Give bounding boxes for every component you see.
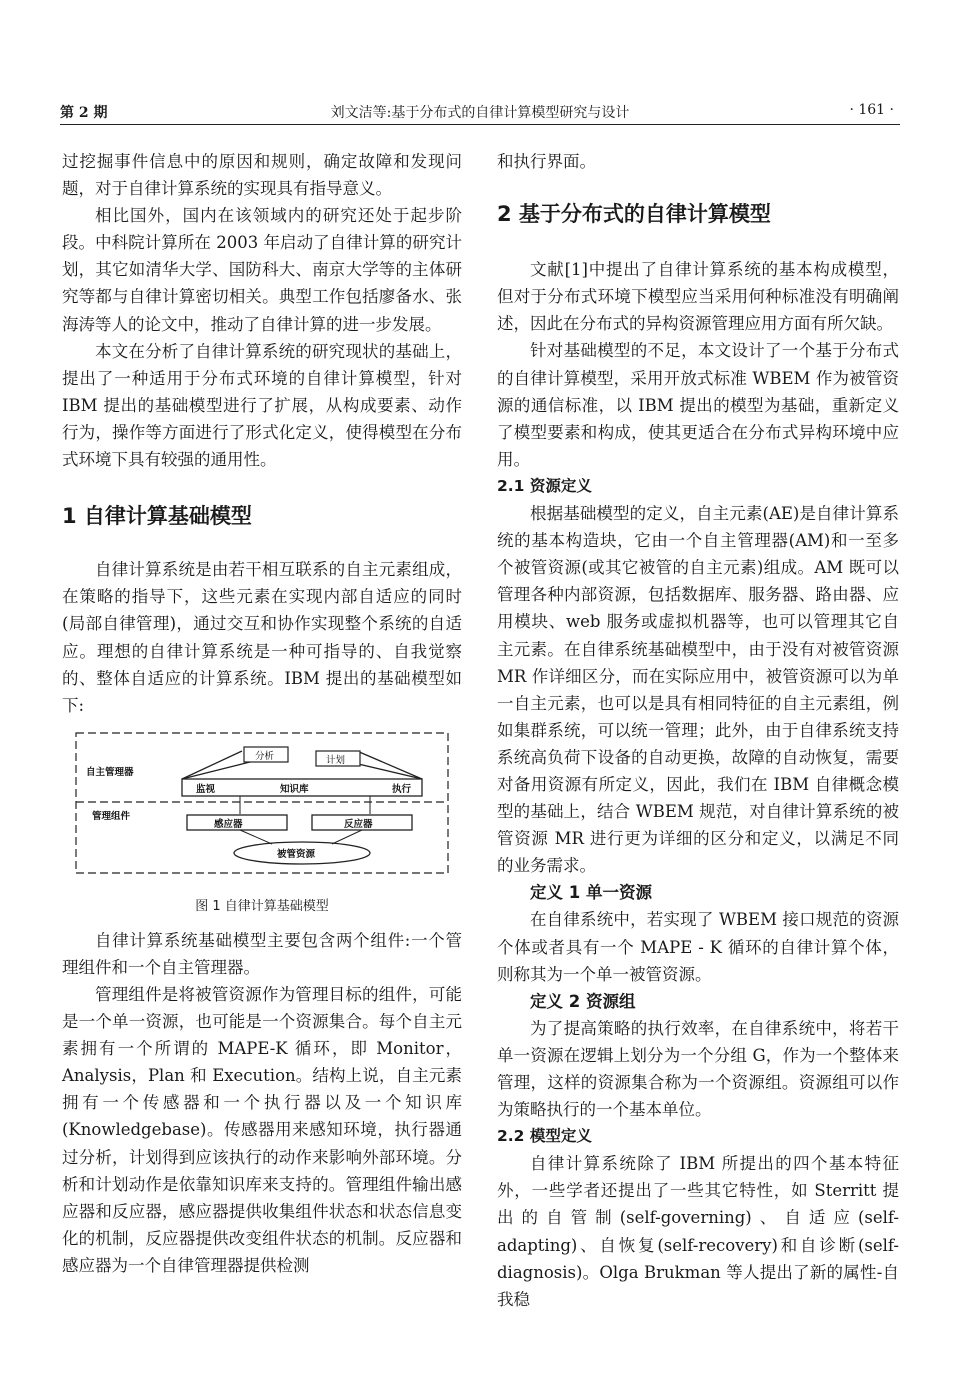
paragraph: 过挖掘事件信息中的原因和规则，确定故障和发现问题，对于自律计算系统的实现具有指导意义。 xyxy=(62,152,462,199)
subsection-heading: 2.1 资源定义 xyxy=(497,476,592,495)
monitor-label: 监视 xyxy=(196,783,216,795)
issue-number: 第 2 期 xyxy=(60,105,108,121)
execute-label: 执行 xyxy=(392,783,412,795)
running-header xyxy=(60,102,900,125)
effector-label: 反应器 xyxy=(344,818,373,830)
paragraph: 相比国外，国内在该领域内的研究还处于起步阶段。中科院计算所在 2003 年启动了自律计算的研究计划，其它如清华大学、国防科大、南京大学等的主体研究等都与自律计算密切相关。典型工作包括廖备水、张海涛等人的论文中，推动了自律计算的进一步发展。 xyxy=(62,206,462,334)
paragraph: 管理组件是将被管资源作为管理目标的组件，可能是一个单一资源，也可能是一个资源集合。每个自主元素拥有一个所谓的 MAPE-K 循环，即 Monitor，Analysis，Plan 和 Execution。结构上说，自主元素拥有一个传感器和一个执行器以及一个知识库(Knowledgebase)。传感器用来感知环境，执行器通过分析，计划得到应该执行的动作来影响外部环境。分析和计划动作是依靠知识库来支持的。管理组件输出感应器和反应器，感应器提供收集组件状态和状态信息变化的机制，反应器提供改变组件状态的机制。反应器和感应器为一个自律管理器提供检测 xyxy=(62,984,462,1275)
paragraph: 文献[1]中提出了自律计算系统的基本构成模型，但对于分布式环境下模型应当采用何种标准没有明确阐述，因此在分布式的异构资源管理应用方面有所欠缺。 xyxy=(497,260,899,334)
managed-component-label: 管理组件 xyxy=(92,810,131,822)
paragraph: 为了提高策略的执行效率，在自律系统中，将若干单一资源在逻辑上划分为一个分组 G，作为一个整体来管理，这样的资源集合称为一个资源组。资源组可以作为策略执行的一个基本单位。 xyxy=(497,1018,899,1120)
paragraph: 自律计算系统基础模型主要包含两个组件:一个管理组件和一个自主管理器。 xyxy=(62,930,462,977)
plan-label: 计划 xyxy=(326,754,346,766)
section-heading: 2 基于分布式的自律计算模型 xyxy=(497,202,771,227)
paragraph: 针对基础模型的不足，本文设计了一个基于分布式的自律计算模型，采用开放式标准 WBEM 作为被管资源的通信标准，以 IBM 提出的模型为基础，重新定义了模型要素和构成，使其更适合在分布式异构环境中应用。 xyxy=(497,341,899,469)
paragraph: 在自律系统中，若实现了 WBEM 接口规范的资源个体或者具有一个 MAPE - K 循环的自律计算个体，则称其为一个单一被管资源。 xyxy=(497,910,899,984)
right-column xyxy=(497,148,899,1313)
definition-heading: 定义 2 资源组 xyxy=(530,991,636,1011)
paragraph: 本文在分析了自律计算系统的研究现状的基础上，提出了一种适用于分布式环境的自律计算模型，针对 IBM 提出的基础模型进行了扩展，从构成要素、动作行为，操作等方面进行了形式化定义，使得模型在分布式环境下具有较强的通用性。 xyxy=(62,341,462,470)
page-number: · 161 · xyxy=(849,102,894,118)
managed-resource-label: 被管资源 xyxy=(277,848,316,860)
paragraph: 和执行界面。 xyxy=(497,152,596,171)
autonomic-manager-label: 自主管理器 xyxy=(86,766,134,778)
analyze-label: 分析 xyxy=(255,750,275,762)
paragraph: 根据基础模型的定义，自主元素(AE)是自律计算系统的基本构造块，它由一个自主管理器(AM)和一至多个被管资源(或其它被管的自主元素)组成。AM 既可以管理各种内部资源，包括数据库、服务器、路由器、应用模块、web 服务或虚拟机器等，也可以管理其它自主元素。在自律系统基础模型中，由于没有对被管资源 MR 作详细区分，而在实际应用中，被管资源可以为单一自主元素，也可以是具有相同特征的自主元素组，例如集群系统，可以统一管理；此外，由于自律系统支持系统高负荷下设备的自动更换，故障的自动恢复，需要对备用资源有所定义，因此，我们在 IBM 自律概念模型的基础上，结合 WBEM 规范，对自律计算系统的被管资源 MR 进行更为详细的区分和定义，以满足不同的业务需求。 xyxy=(497,504,899,876)
paragraph: 自律计算系统除了 IBM 所提出的四个基本特征外，一些学者还提出了一些其它特性，如 Sterritt 提出的自管制(self-governing)、自适应(self-adapting)、自恢复(self-recovery)和自诊断(self-diagnosis)。Olga Brukman 等人提出了新的属性-自我稳 xyxy=(497,1154,899,1309)
figure-caption: 图 1 自律计算基础模型 xyxy=(195,898,329,914)
subsection-heading: 2.2 模型定义 xyxy=(497,1127,592,1146)
figure-1 xyxy=(62,729,462,919)
sensor-label: 感应器 xyxy=(214,818,243,830)
knowledge-label: 知识库 xyxy=(280,783,309,795)
left-column xyxy=(62,148,462,1279)
definition-heading: 定义 1 单一资源 xyxy=(530,883,652,903)
section-heading: 1 自律计算基础模型 xyxy=(62,504,252,529)
running-title: 刘文洁等:基于分布式的自律计算模型研究与设计 xyxy=(330,105,630,121)
paragraph: 自律计算系统是由若干相互联系的自主元素组成，在策略的指导下，这些元素在实现内部自适应的同时(局部自律管理)，通过交互和协作实现整个系统的自适应。理想的自律计算系统是一种可指导的、自我觉察的、整体自适应的计算系统。IBM 提出的基础模型如下: xyxy=(62,560,462,715)
autonomic-model-diagram xyxy=(62,729,462,879)
